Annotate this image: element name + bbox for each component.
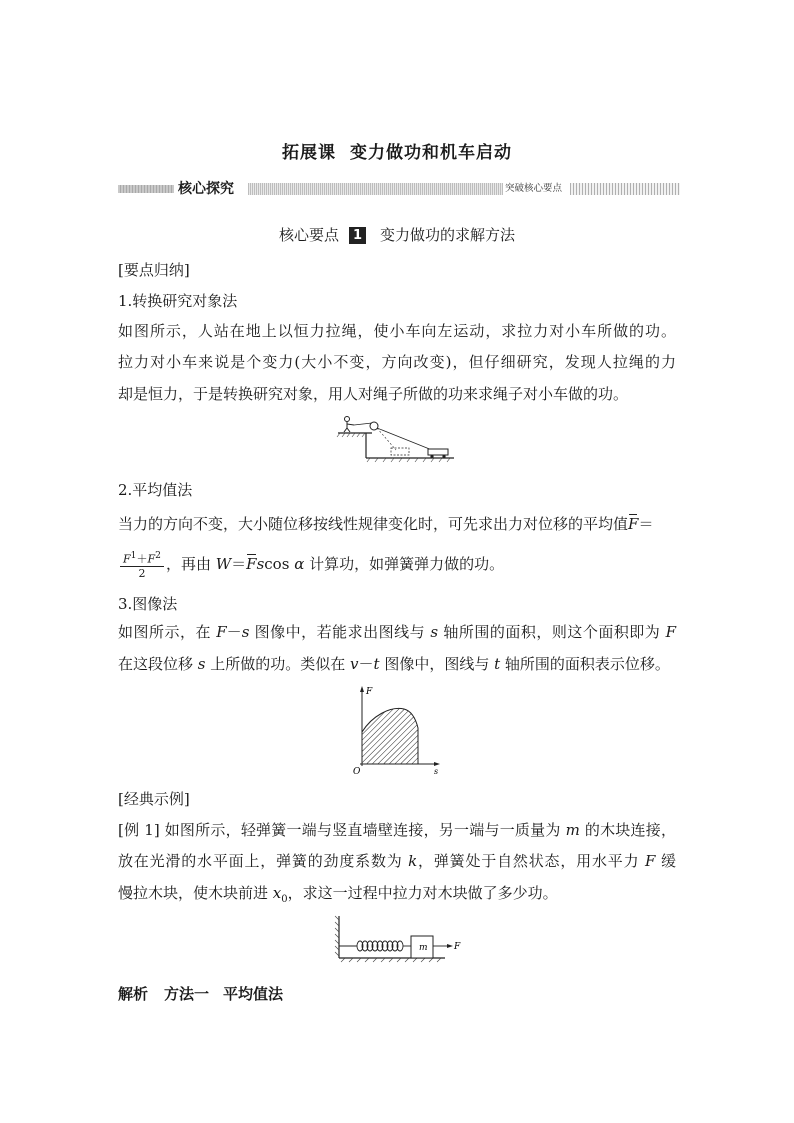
method2-line1: 当力的方向不变，大小随位移按线性规律变化时，可先求出力对位移的平均值F＝ xyxy=(118,515,654,533)
method2-line2: $\frac{F^1+F^2}{2}$ ，再由 W＝Fscos α 计算功，如弹簧弹力做的功。 xyxy=(118,544,504,584)
example1-line3: 慢拉木块，使木块前进 $x_0$，求这一过程中拉力对木块做了多少功。 xyxy=(118,884,558,905)
graph-origin-label: O xyxy=(353,767,361,776)
section-example-label: [经典示例] xyxy=(118,790,190,808)
person-icon xyxy=(344,417,354,433)
block-label: m xyxy=(419,943,428,953)
section-summary-label: [要点归纳] xyxy=(118,261,190,279)
method3-line2: 在这段位移 s 上所做的功。类似在 v－t 图像中，图线与 t 轴所围的面积表示位移。 xyxy=(118,655,670,673)
solution-line: 解析 方法一 平均值法 xyxy=(118,985,284,1003)
example1-line1: [例 1] 如图所示，轻弹簧一端与竖直墙壁连接，另一端与一质量为 m 的木块连接， xyxy=(118,821,676,839)
example1-line2: 放在光滑的水平面上，弹簧的劲度系数为 k，弹簧处于自然状态，用水平力 F 缓 xyxy=(118,852,676,870)
banner-label: 核心探究 xyxy=(178,181,234,197)
area-under-curve xyxy=(362,708,418,764)
page-title: 拓展课 变力做功和机车启动 xyxy=(282,143,512,163)
method1-line3: 却是恒力，于是转换研究对象，用人对绳子所做的功来求绳子对小车做的功。 xyxy=(118,385,629,403)
spring-icon xyxy=(339,941,411,951)
f-s-graph xyxy=(350,684,442,776)
banner-middle-stripe xyxy=(248,183,503,195)
banner-right-stripe xyxy=(570,183,680,195)
method3-heading: 3.图像法 xyxy=(118,595,178,613)
spring-block-figure xyxy=(333,914,463,964)
cart-earlier-icon xyxy=(391,448,409,455)
average-force-symbol: F xyxy=(628,515,639,533)
rope-cart-figure xyxy=(336,414,456,468)
method1-line2: 拉力对小车来说是个变力(大小不变，方向改变)，但仔细研究，发现人拉绳的力 xyxy=(118,353,676,371)
banner-left-bar xyxy=(118,185,174,193)
method1-heading: 1.转换研究对象法 xyxy=(118,292,238,310)
section-banner xyxy=(118,180,680,198)
average-force-fraction: $\frac{F^1+F^2}{2}$ xyxy=(120,549,164,582)
key-point-heading: 核心要点 1 变力做功的求解方法 xyxy=(278,226,516,244)
banner-tag: 突破核心要点 xyxy=(505,183,563,194)
method3-line1: 如图所示，在 F－s 图像中，若能求出图线与 s 轴所围的面积，则这个面积即为 F xyxy=(118,623,676,641)
cart-icon xyxy=(428,449,448,458)
graph-x-label: s xyxy=(434,767,439,776)
force-arrow-icon xyxy=(447,944,453,948)
method2-heading: 2.平均值法 xyxy=(118,481,193,499)
graph-y-label: F xyxy=(366,687,373,697)
force-label: F xyxy=(454,942,461,952)
key-point-number: 1 xyxy=(349,227,366,244)
method1-line1: 如图所示，人站在地上以恒力拉绳，使小车向左运动，求拉力对小车所做的功。 xyxy=(118,322,676,340)
